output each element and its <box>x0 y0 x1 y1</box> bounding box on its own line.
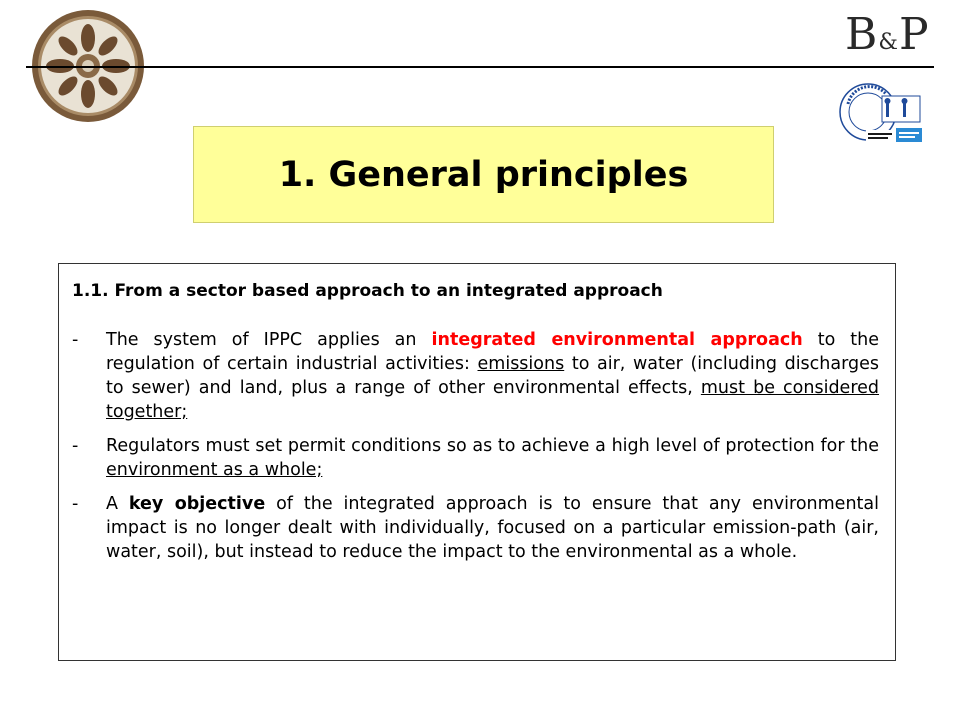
bullet-text: Regulators must set permit conditions so as to achieve a high level of protection for the <box>106 436 879 456</box>
header-divider <box>26 66 934 68</box>
bullet-dash: - <box>72 494 79 514</box>
section-subheading: 1.1. From a sector based approach to an integrated approach <box>72 281 663 301</box>
emphasis-integrated-approach: integrated environmental approach <box>431 330 803 350</box>
emphasis-key-objective: key objective <box>128 494 266 514</box>
bullet-dash: - <box>72 330 79 350</box>
list-item <box>72 492 879 564</box>
list-item <box>72 328 879 424</box>
title-banner <box>193 126 774 223</box>
underlined-considered-together: must be considered together; <box>106 378 880 422</box>
bullet-list <box>72 328 879 564</box>
underlined-emissions: emissions <box>477 354 565 374</box>
page-title: 1. General principles <box>278 154 689 195</box>
bullet-text: The system of IPPC applies an <box>106 330 432 350</box>
bullet-text: of the integrated approach is to ensure that any environmental impact is no longer dealt with individually, focused on a particular emission-path (air, water, soil), but instead to reduce the impact to the environmental as a whole. <box>106 494 879 562</box>
list-item <box>72 434 879 482</box>
bullet-dash: - <box>72 436 79 456</box>
brand-logo: B&P <box>845 9 930 60</box>
content-panel <box>58 263 896 661</box>
underlined-environment-whole: environment as a whole; <box>106 460 323 480</box>
bullet-text: A <box>106 494 129 514</box>
bullet-text: to the regulation of certain industrial activities: <box>106 330 879 374</box>
certification-badge-icon <box>838 74 926 150</box>
bullet-text: to air, water (including discharges to sewer) and land, plus a range of other environmental effects, <box>106 354 879 398</box>
